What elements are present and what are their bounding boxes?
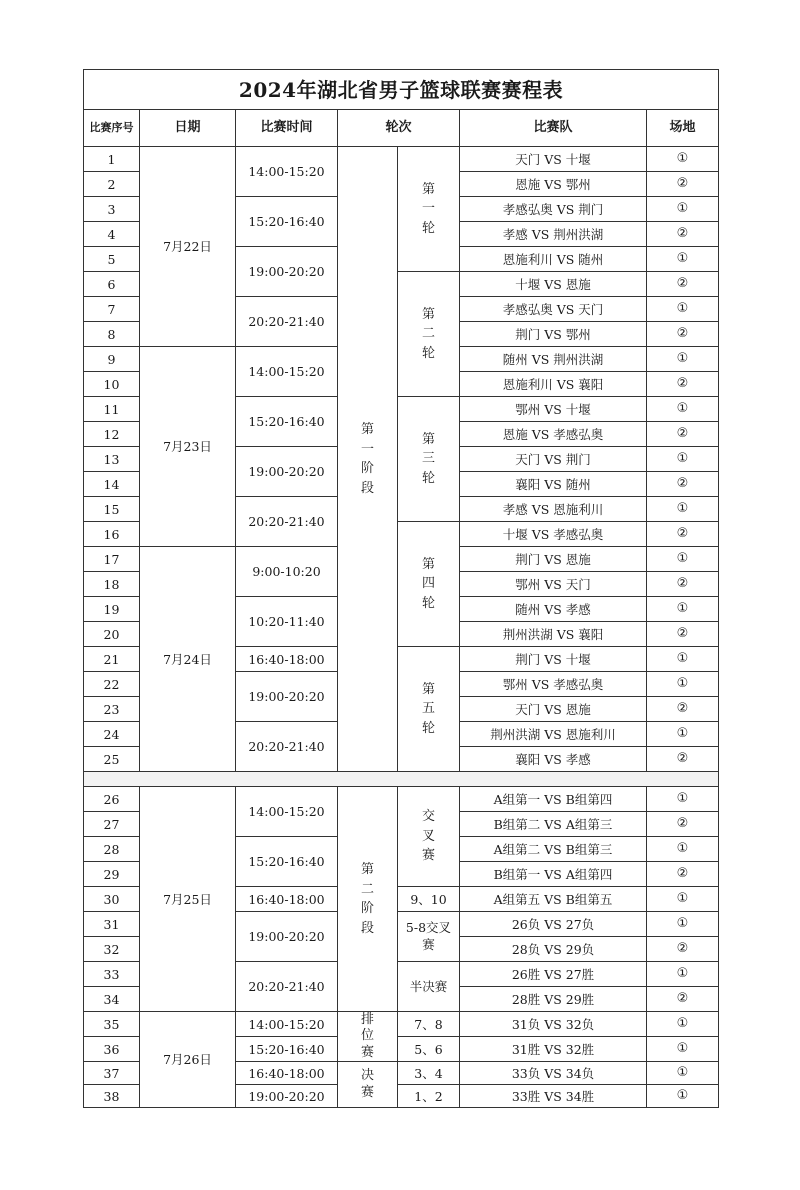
venue-cell: ① [647, 347, 719, 372]
game-number: 11 [84, 397, 140, 422]
stage-label: 第二阶段 [360, 862, 374, 936]
round-cell: 3、4 [398, 1062, 460, 1085]
round-label: 第二轮 [421, 306, 435, 361]
match-cell: 十堰 VS 孝感弘奥 [460, 522, 647, 547]
game-number: 19 [84, 597, 140, 622]
venue-cell: ① [647, 1085, 719, 1108]
game-number: 9 [84, 347, 140, 372]
game-number: 12 [84, 422, 140, 447]
venue-cell: ② [647, 622, 719, 647]
match-cell: 十堰 VS 恩施 [460, 272, 647, 297]
venue-cell: ① [647, 1037, 719, 1062]
game-number: 36 [84, 1037, 140, 1062]
round-cell [398, 787, 460, 887]
game-number: 2 [84, 172, 140, 197]
match-cell: 孝感弘奥 VS 荆门 [460, 197, 647, 222]
round-cell: 1、2 [398, 1085, 460, 1108]
match-cell: 天门 VS 荆门 [460, 447, 647, 472]
date-cell: 7月24日 [140, 547, 236, 772]
venue-cell: ① [647, 837, 719, 862]
time-cell: 15:20-16:40 [236, 837, 338, 887]
match-cell: 恩施 VS 孝感弘奥 [460, 422, 647, 447]
match-cell: B组第一 VS A组第四 [460, 862, 647, 887]
venue-cell: ② [647, 272, 719, 297]
match-cell: 天门 VS 十堰 [460, 147, 647, 172]
match-cell: 恩施利川 VS 襄阳 [460, 372, 647, 397]
date-cell: 7月25日 [140, 787, 236, 1012]
round-label: 第一轮 [421, 181, 435, 236]
time-cell: 19:00-20:20 [236, 672, 338, 722]
game-number: 34 [84, 987, 140, 1012]
game-number: 15 [84, 497, 140, 522]
match-cell: 荆州洪湖 VS 恩施利川 [460, 722, 647, 747]
match-cell: 襄阳 VS 随州 [460, 472, 647, 497]
match-cell: A组第二 VS B组第三 [460, 837, 647, 862]
game-number: 1 [84, 147, 140, 172]
match-cell: 随州 VS 荆州洪湖 [460, 347, 647, 372]
match-cell: 荆州洪湖 VS 襄阳 [460, 622, 647, 647]
game-number: 32 [84, 937, 140, 962]
game-number: 17 [84, 547, 140, 572]
header-game-number: 比赛序号 [84, 110, 140, 147]
venue-cell: ① [647, 547, 719, 572]
game-number: 28 [84, 837, 140, 862]
game-number: 13 [84, 447, 140, 472]
game-number: 29 [84, 862, 140, 887]
match-cell: 鄂州 VS 十堰 [460, 397, 647, 422]
time-cell: 20:20-21:40 [236, 962, 338, 1012]
venue-cell: ① [647, 722, 719, 747]
time-cell: 15:20-16:40 [236, 1037, 338, 1062]
date-cell: 7月23日 [140, 347, 236, 547]
venue-cell: ① [647, 197, 719, 222]
match-cell: 天门 VS 恩施 [460, 697, 647, 722]
round-cell: 5、6 [398, 1037, 460, 1062]
match-cell: 31负 VS 32负 [460, 1012, 647, 1037]
game-number: 27 [84, 812, 140, 837]
time-cell: 20:20-21:40 [236, 722, 338, 772]
game-number: 16 [84, 522, 140, 547]
match-cell: 鄂州 VS 孝感弘奥 [460, 672, 647, 697]
game-number: 8 [84, 322, 140, 347]
round-cell: 半决赛 [398, 962, 460, 1012]
round-cell [398, 912, 460, 962]
header-round: 轮次 [338, 110, 460, 147]
venue-cell: ① [647, 297, 719, 322]
game-number: 6 [84, 272, 140, 297]
match-cell: 随州 VS 孝感 [460, 597, 647, 622]
game-number: 35 [84, 1012, 140, 1037]
venue-cell: ② [647, 522, 719, 547]
time-cell: 15:20-16:40 [236, 197, 338, 247]
table-row [84, 1012, 719, 1037]
header-venue: 场地 [647, 110, 719, 147]
date-cell: 7月26日 [140, 1012, 236, 1108]
game-number: 22 [84, 672, 140, 697]
round-label: 第四轮 [421, 556, 435, 611]
game-number: 18 [84, 572, 140, 597]
game-number: 24 [84, 722, 140, 747]
round-cell: 9、10 [398, 887, 460, 912]
match-cell: A组第一 VS B组第四 [460, 787, 647, 812]
venue-cell: ② [647, 812, 719, 837]
venue-cell: ① [647, 247, 719, 272]
match-cell: 28胜 VS 29胜 [460, 987, 647, 1012]
time-cell: 16:40-18:00 [236, 887, 338, 912]
game-number: 38 [84, 1085, 140, 1108]
venue-cell: ② [647, 572, 719, 597]
time-cell: 16:40-18:00 [236, 1062, 338, 1085]
time-cell: 19:00-20:20 [236, 912, 338, 962]
venue-cell: ① [647, 597, 719, 622]
game-number: 5 [84, 247, 140, 272]
schedule-table [83, 69, 719, 1108]
venue-cell: ① [647, 447, 719, 472]
stage-separator-row [84, 772, 719, 787]
match-cell: 26胜 VS 27胜 [460, 962, 647, 987]
game-number: 25 [84, 747, 140, 772]
time-cell: 14:00-15:20 [236, 787, 338, 837]
venue-cell: ① [647, 397, 719, 422]
match-cell: 荆门 VS 恩施 [460, 547, 647, 572]
stage-cell [338, 147, 398, 772]
stage-label: 第一阶段 [360, 422, 374, 496]
venue-cell: ② [647, 422, 719, 447]
match-cell: 孝感 VS 荆州洪湖 [460, 222, 647, 247]
match-cell: 鄂州 VS 天门 [460, 572, 647, 597]
round-cell: 7、8 [398, 1012, 460, 1037]
match-cell: 孝感弘奥 VS 天门 [460, 297, 647, 322]
round-cell [398, 147, 460, 272]
time-cell: 15:20-16:40 [236, 397, 338, 447]
match-cell: 33胜 VS 34胜 [460, 1085, 647, 1108]
venue-cell: ① [647, 1062, 719, 1085]
game-number: 10 [84, 372, 140, 397]
venue-cell: ② [647, 172, 719, 197]
venue-cell: ② [647, 697, 719, 722]
venue-cell: ② [647, 862, 719, 887]
stage-cell [338, 1012, 398, 1062]
game-number: 14 [84, 472, 140, 497]
table-row [84, 147, 719, 172]
stage-cell [338, 787, 398, 1012]
game-number: 23 [84, 697, 140, 722]
venue-cell: ① [647, 887, 719, 912]
time-cell: 20:20-21:40 [236, 297, 338, 347]
round-label: 交叉赛 [421, 809, 435, 864]
round-cell [398, 647, 460, 772]
venue-cell: ① [647, 497, 719, 522]
time-cell: 14:00-15:20 [236, 1012, 338, 1037]
venue-cell: ② [647, 372, 719, 397]
game-number: 3 [84, 197, 140, 222]
game-number: 33 [84, 962, 140, 987]
round-label: 5-8交叉赛 [405, 919, 452, 952]
time-cell: 9:00-10:20 [236, 547, 338, 597]
match-cell: 襄阳 VS 孝感 [460, 747, 647, 772]
game-number: 4 [84, 222, 140, 247]
match-cell: 孝感 VS 恩施利川 [460, 497, 647, 522]
venue-cell: ① [647, 962, 719, 987]
time-cell: 14:00-15:20 [236, 347, 338, 397]
venue-cell: ② [647, 937, 719, 962]
schedule-title: 2024年湖北省男子篮球联赛赛程表 [84, 70, 719, 110]
header-time: 比赛时间 [236, 110, 338, 147]
stage-label: 排位赛 [360, 1012, 374, 1060]
venue-cell: ① [647, 787, 719, 812]
time-cell: 16:40-18:00 [236, 647, 338, 672]
time-cell: 20:20-21:40 [236, 497, 338, 547]
time-cell: 10:20-11:40 [236, 597, 338, 647]
game-number: 26 [84, 787, 140, 812]
venue-cell: ① [647, 647, 719, 672]
match-cell: A组第五 VS B组第五 [460, 887, 647, 912]
game-number: 31 [84, 912, 140, 937]
match-cell: 荆门 VS 鄂州 [460, 322, 647, 347]
match-cell: 28负 VS 29负 [460, 937, 647, 962]
match-cell: 26负 VS 27负 [460, 912, 647, 937]
game-number: 30 [84, 887, 140, 912]
match-cell: 荆门 VS 十堰 [460, 647, 647, 672]
match-cell: 恩施 VS 鄂州 [460, 172, 647, 197]
table-row [84, 787, 719, 812]
time-cell: 19:00-20:20 [236, 247, 338, 297]
header-match: 比赛队 [460, 110, 647, 147]
round-label: 第三轮 [421, 431, 435, 486]
header-date: 日期 [140, 110, 236, 147]
game-number: 7 [84, 297, 140, 322]
game-number: 21 [84, 647, 140, 672]
match-cell: 31胜 VS 32胜 [460, 1037, 647, 1062]
venue-cell: ② [647, 222, 719, 247]
venue-cell: ② [647, 472, 719, 497]
venue-cell: ① [647, 912, 719, 937]
round-cell [398, 397, 460, 522]
venue-cell: ① [647, 147, 719, 172]
stage-cell [338, 1062, 398, 1108]
round-cell [398, 272, 460, 397]
time-cell: 19:00-20:20 [236, 447, 338, 497]
match-cell: 33负 VS 34负 [460, 1062, 647, 1085]
game-number: 37 [84, 1062, 140, 1085]
round-label: 第五轮 [421, 681, 435, 736]
venue-cell: ① [647, 672, 719, 697]
match-cell: 恩施利川 VS 随州 [460, 247, 647, 272]
venue-cell: ② [647, 322, 719, 347]
time-cell: 19:00-20:20 [236, 1085, 338, 1108]
round-cell [398, 522, 460, 647]
venue-cell: ② [647, 747, 719, 772]
venue-cell: ① [647, 1012, 719, 1037]
game-number: 20 [84, 622, 140, 647]
time-cell: 14:00-15:20 [236, 147, 338, 197]
venue-cell: ② [647, 987, 719, 1012]
stage-separator [84, 772, 719, 787]
match-cell: B组第二 VS A组第三 [460, 812, 647, 837]
date-cell: 7月22日 [140, 147, 236, 347]
stage-label: 决赛 [360, 1068, 374, 1100]
